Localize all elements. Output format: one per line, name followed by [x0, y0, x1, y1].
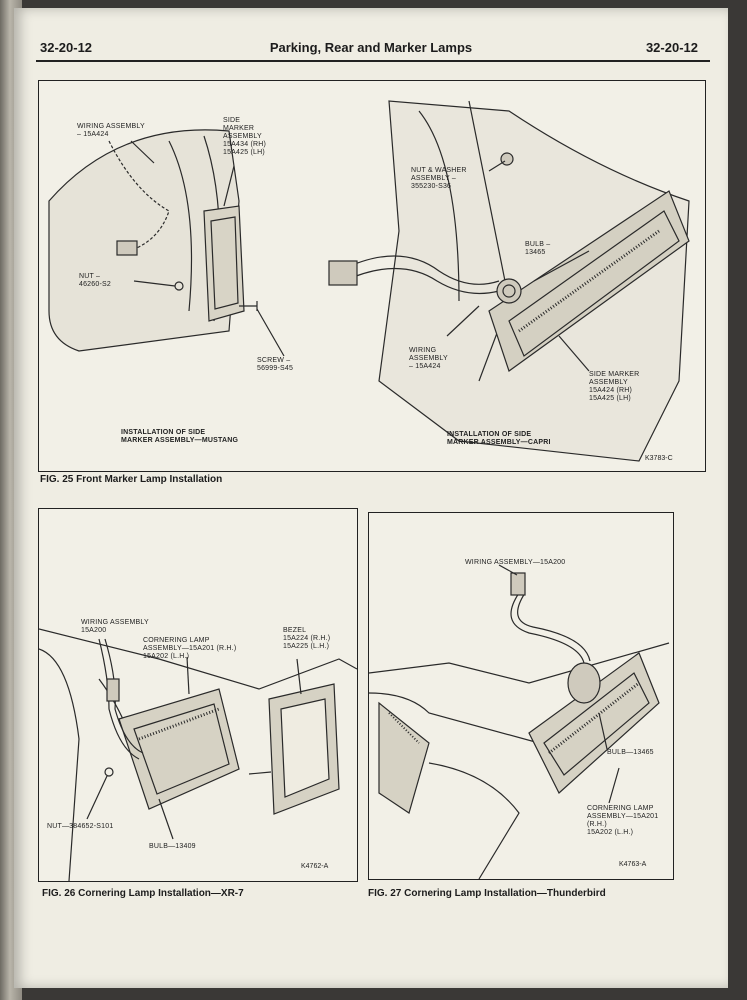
capri-side-marker-label: SIDE MARKER ASSEMBLY 15A424 (RH) 15A425 (LH)	[589, 371, 640, 402]
tbird-bulb-label: BULB—13465	[607, 749, 654, 756]
figure-25-box	[38, 80, 706, 472]
xr7-cornering-lamp-label: CORNERING LAMP ASSEMBLY—15A201 (R.H.) 15A202 (L.H.)	[143, 637, 237, 660]
xr7-bezel-label: BEZEL 15A224 (R.H.) 15A225 (L.H.)	[283, 627, 331, 650]
page-number-left: 32-20-12	[40, 40, 93, 55]
capri-wiring-assembly-label: WIRING ASSEMBLY – 15A424	[409, 347, 448, 370]
figure-25-caption: FIG. 25 Front Marker Lamp Installation	[40, 474, 223, 485]
xr7-wiring-assembly-label: WIRING ASSEMBLY 15A200	[81, 619, 149, 634]
page-number-right: 32-20-12	[645, 40, 698, 55]
mustang-screw-label: SCREW – 56999-S45	[257, 357, 294, 372]
tbird-cornering-lamp-label: CORNERING LAMP ASSEMBLY—15A201 (R.H.) 15A202 (L.H.)	[587, 805, 659, 836]
mustang-wiring-assembly-label: WIRING ASSEMBLY – 15A424	[77, 123, 145, 138]
capri-bulb-label: BULB – 13465	[525, 241, 551, 256]
tbird-wiring-assembly-label: WIRING ASSEMBLY—15A200	[465, 559, 566, 566]
xr7-bulb-label: BULB—13409	[149, 843, 196, 850]
figure-27-box	[368, 512, 674, 880]
capri-installation-title: INSTALLATION OF SIDE MARKER ASSEMBLY—CAPRI	[447, 431, 551, 446]
figure-26-code: K4762-A	[301, 863, 329, 870]
manual-page	[14, 8, 728, 988]
mustang-nut-label: NUT – 46260-S2	[79, 273, 111, 288]
figure-27-code: K4763-A	[619, 861, 647, 868]
figure-26-box	[38, 508, 358, 882]
mustang-installation-title: INSTALLATION OF SIDE MARKER ASSEMBLY—MUSTANG	[121, 429, 239, 444]
figure-27-caption: FIG. 27 Cornering Lamp Installation—Thunderbird	[368, 888, 606, 899]
capri-nut-washer-label: NUT & WASHER ASSEMBLY – 355230-S36	[411, 167, 467, 190]
xr7-nut-label: NUT—384652-S101	[47, 823, 114, 830]
mustang-side-marker-label: SIDE MARKER ASSEMBLY 15A434 (RH) 15A425 (LH)	[223, 117, 267, 156]
header-rule	[36, 60, 710, 62]
page-title: Parking, Rear and Marker Lamps	[269, 40, 473, 55]
figure-26-caption: FIG. 26 Cornering Lamp Installation—XR-7	[42, 888, 244, 899]
figure-25-code: K3783-C	[645, 455, 673, 462]
figure-25-illustration	[39, 81, 705, 471]
